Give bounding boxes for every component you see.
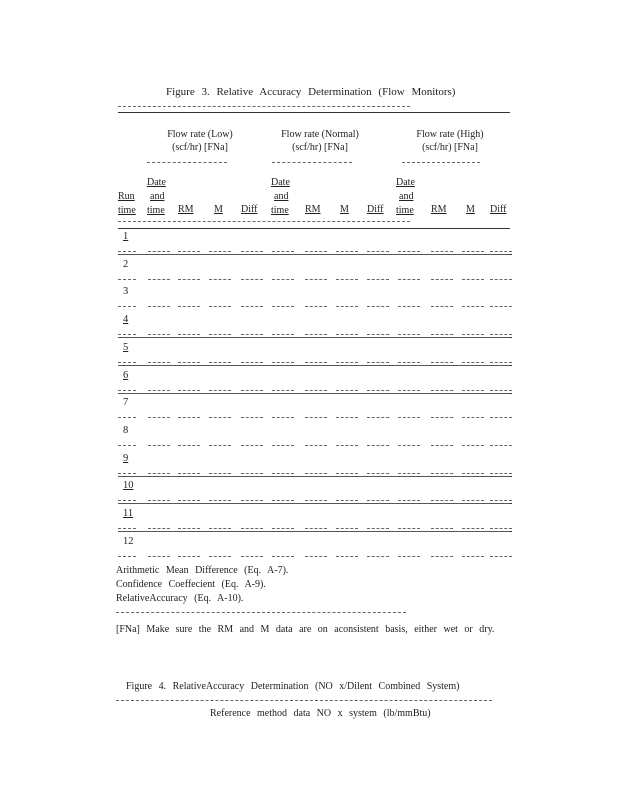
col-m: M bbox=[214, 204, 223, 215]
run-separator bbox=[118, 362, 136, 363]
col-diff: Diff bbox=[490, 204, 507, 215]
col-date: Date and time bbox=[396, 177, 415, 216]
run-number: 6 bbox=[123, 369, 129, 381]
group-rule bbox=[402, 162, 480, 163]
col-date: Date and time bbox=[271, 177, 290, 216]
blank-entry bbox=[367, 554, 389, 557]
blank-entry bbox=[490, 554, 512, 557]
group-rule bbox=[272, 162, 352, 163]
group-header-high bbox=[400, 128, 500, 154]
group-units: (scf/hr) [FNa] bbox=[292, 142, 348, 153]
run-separator bbox=[118, 417, 136, 418]
col-run: Run time bbox=[118, 191, 136, 216]
blank-entry bbox=[462, 277, 484, 280]
summary-rule bbox=[116, 612, 406, 613]
blank-entry bbox=[272, 415, 294, 418]
run-number: 12 bbox=[123, 535, 134, 547]
blank-entry bbox=[367, 304, 389, 307]
run-number: 2 bbox=[123, 258, 129, 270]
blank-entry bbox=[209, 443, 231, 446]
row-rule bbox=[118, 503, 510, 504]
blank-entry bbox=[272, 443, 294, 446]
blank-entry bbox=[431, 443, 453, 446]
run-number: 8 bbox=[123, 424, 129, 436]
blank-entry bbox=[367, 277, 389, 280]
blank-entry bbox=[148, 554, 170, 557]
row-rule bbox=[118, 531, 510, 532]
footnote: [FNa] Make sure the RM and M data are on aconsistent basis, either wet or dry. bbox=[116, 624, 495, 635]
run-separator bbox=[118, 445, 136, 446]
header-rule bbox=[118, 221, 410, 222]
blank-entry bbox=[178, 415, 200, 418]
blank-entry bbox=[336, 554, 358, 557]
blank-entry bbox=[209, 554, 231, 557]
group-name: Flow rate (Normal) bbox=[281, 129, 359, 140]
run-number: 9 bbox=[123, 452, 129, 464]
blank-entry bbox=[178, 554, 200, 557]
figure4-subtitle: Reference method data NO x system (lb/mmBtu) bbox=[210, 708, 431, 719]
group-header-normal bbox=[270, 128, 370, 154]
blank-entry bbox=[336, 443, 358, 446]
col-diff: Diff bbox=[241, 204, 258, 215]
blank-entry bbox=[431, 277, 453, 280]
blank-entry bbox=[431, 415, 453, 418]
blank-entry bbox=[367, 415, 389, 418]
blank-entry bbox=[305, 415, 327, 418]
blank-entry bbox=[148, 415, 170, 418]
run-number: 3 bbox=[123, 286, 129, 298]
blank-entry bbox=[148, 443, 170, 446]
blank-entry bbox=[336, 415, 358, 418]
blank-entry bbox=[490, 304, 512, 307]
run-number: 7 bbox=[123, 397, 129, 409]
blank-entry bbox=[305, 443, 327, 446]
blank-entry bbox=[398, 277, 420, 280]
blank-entry bbox=[462, 554, 484, 557]
blank-entry bbox=[398, 304, 420, 307]
blank-entry bbox=[462, 415, 484, 418]
blank-entry bbox=[398, 443, 420, 446]
blank-entry bbox=[490, 415, 512, 418]
run-separator bbox=[118, 251, 136, 252]
blank-entry bbox=[272, 277, 294, 280]
row-rule bbox=[118, 337, 510, 338]
col-m: M bbox=[466, 204, 475, 215]
row-rule bbox=[118, 476, 510, 477]
blank-entry bbox=[336, 277, 358, 280]
blank-entry bbox=[462, 304, 484, 307]
blank-entry bbox=[490, 443, 512, 446]
summary-mean-difference: Arithmetic Mean Difference (Eq. A-7). bbox=[116, 565, 289, 576]
title-rule-solid bbox=[118, 112, 510, 113]
blank-entry bbox=[241, 443, 263, 446]
run-number: 11 bbox=[123, 508, 134, 519]
blank-entry bbox=[241, 415, 263, 418]
blank-entry bbox=[148, 277, 170, 280]
summary-relative-accuracy: RelativeAccuracy (Eq. A-10). bbox=[116, 593, 244, 604]
col-diff: Diff bbox=[367, 204, 384, 215]
blank-entry bbox=[272, 554, 294, 557]
run-separator bbox=[118, 556, 136, 557]
row-rule bbox=[118, 393, 510, 394]
blank-entry bbox=[398, 554, 420, 557]
figure4-rule bbox=[116, 700, 492, 701]
row-rule bbox=[118, 254, 510, 255]
run-number: 4 bbox=[123, 314, 129, 326]
group-units: (scf/hr) [FNa] bbox=[422, 142, 478, 153]
run-separator bbox=[118, 390, 136, 391]
blank-entry bbox=[241, 277, 263, 280]
run-separator bbox=[118, 334, 136, 335]
group-header-low bbox=[150, 128, 250, 154]
blank-entry bbox=[209, 415, 231, 418]
group-rule bbox=[147, 162, 227, 163]
run-number: 1 bbox=[123, 231, 129, 242]
col-m: M bbox=[340, 204, 349, 215]
blank-entry bbox=[148, 304, 170, 307]
blank-entry bbox=[241, 304, 263, 307]
row-rule bbox=[118, 365, 510, 366]
blank-entry bbox=[241, 554, 263, 557]
blank-entry bbox=[431, 304, 453, 307]
figure4-title: Figure 4. RelativeAccuracy Determination (NO x/Dilent Combined System) bbox=[126, 681, 460, 692]
title-rule bbox=[118, 106, 410, 107]
blank-entry bbox=[367, 443, 389, 446]
blank-entry bbox=[305, 554, 327, 557]
blank-entry bbox=[305, 277, 327, 280]
run-separator bbox=[118, 500, 136, 501]
blank-entry bbox=[178, 443, 200, 446]
blank-entry bbox=[178, 277, 200, 280]
group-units: (scf/hr) [FNa] bbox=[172, 142, 228, 153]
run-number: 10 bbox=[123, 480, 134, 492]
col-rm: RM bbox=[178, 204, 194, 215]
summary-confidence-coefficient: Confidence Coeffecient (Eq. A-9). bbox=[116, 579, 266, 590]
run-number: 5 bbox=[123, 341, 129, 353]
blank-entry bbox=[462, 443, 484, 446]
header-rule-solid bbox=[118, 228, 510, 229]
run-separator bbox=[118, 279, 136, 280]
blank-entry bbox=[431, 554, 453, 557]
col-rm: RM bbox=[431, 204, 447, 215]
col-rm: RM bbox=[305, 204, 321, 215]
group-name: Flow rate (High) bbox=[416, 129, 484, 140]
blank-entry bbox=[209, 277, 231, 280]
run-separator bbox=[118, 528, 136, 529]
blank-entry bbox=[305, 304, 327, 307]
col-date: Date and time bbox=[147, 177, 166, 216]
group-name: Flow rate (Low) bbox=[167, 129, 233, 140]
run-separator bbox=[118, 306, 136, 307]
blank-entry bbox=[209, 304, 231, 307]
blank-entry bbox=[178, 304, 200, 307]
run-separator bbox=[118, 473, 136, 474]
figure3-title: Figure 3. Relative Accuracy Determination (Flow Monitors) bbox=[166, 86, 456, 98]
blank-entry bbox=[490, 277, 512, 280]
blank-entry bbox=[272, 304, 294, 307]
blank-entry bbox=[398, 415, 420, 418]
blank-entry bbox=[336, 304, 358, 307]
